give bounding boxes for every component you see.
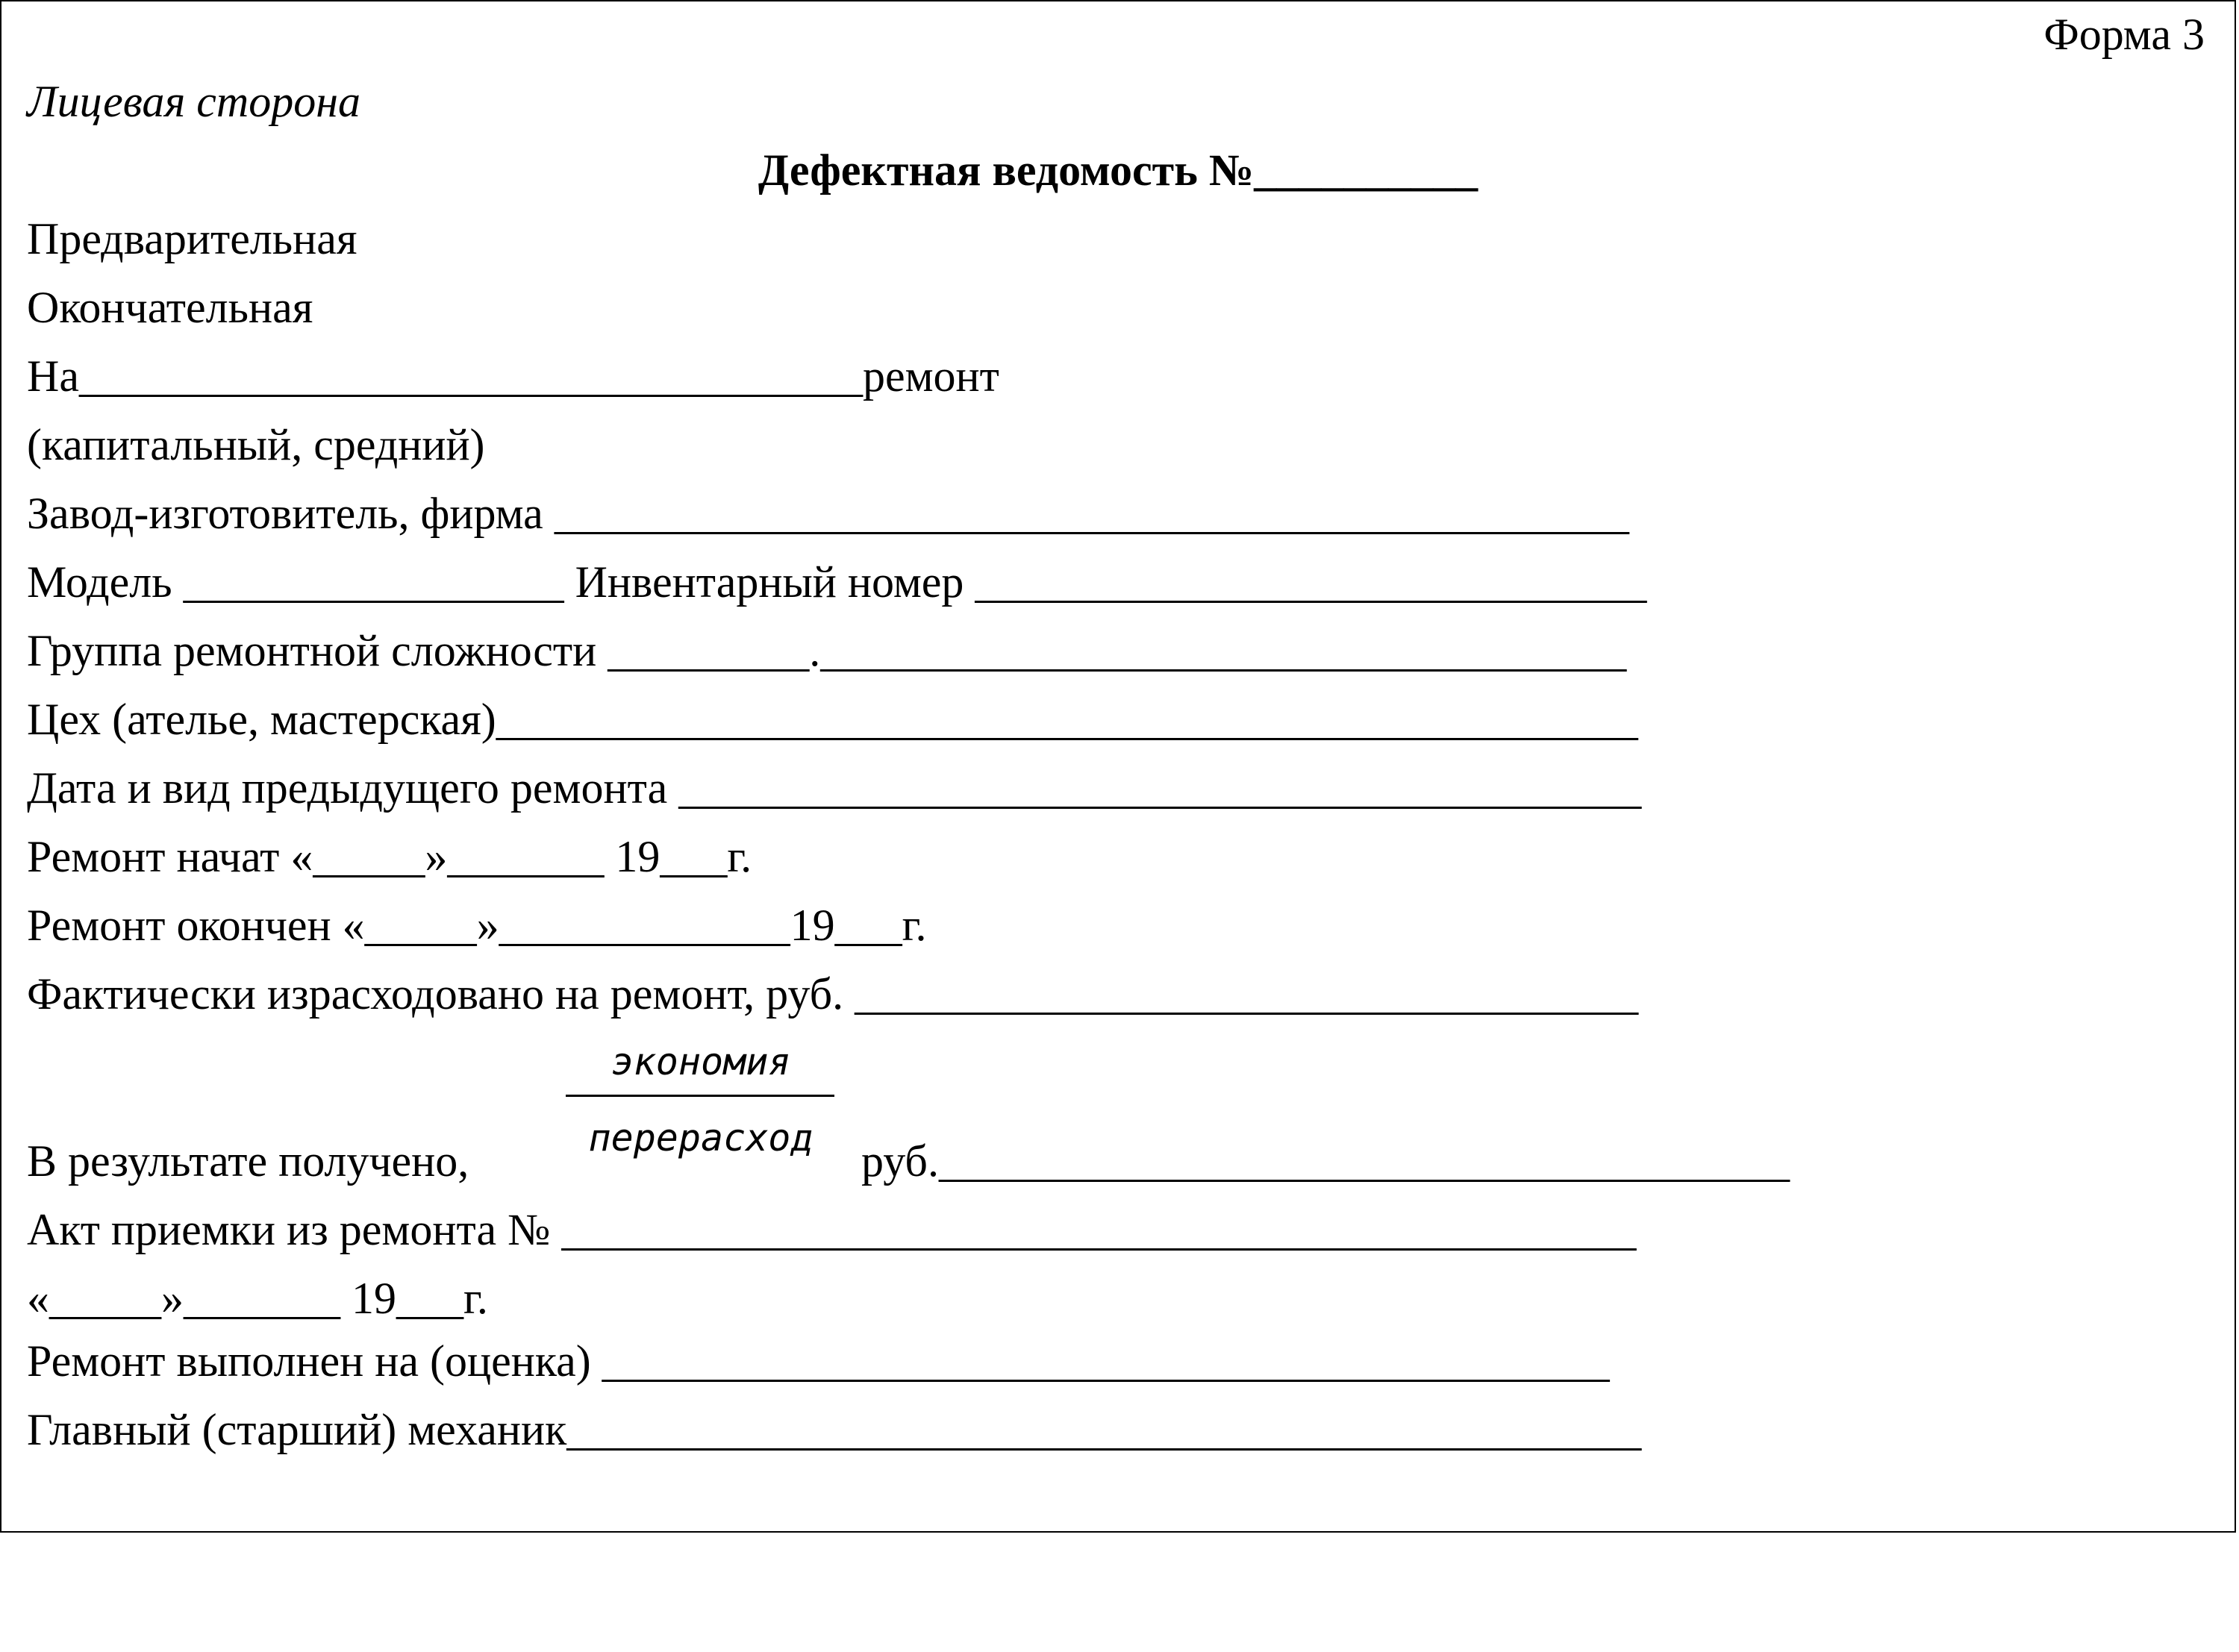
fraction-bar <box>566 1095 834 1097</box>
result-denominator: перерасход <box>588 1116 814 1160</box>
manufacturer-field: Завод-изготовитель, фирма ________________________________________________ <box>27 489 1629 538</box>
model-inventory-field: Модель _________________ Инвентарный номер ______________________________ <box>27 557 1647 607</box>
chief-mechanic-field: Главный (старший) механик________________________________________________ <box>27 1405 1642 1454</box>
preliminary-label: Предварительная <box>27 214 357 263</box>
quality-rating-field: Ремонт выполнен на (оценка) _____________________________________________ <box>27 1336 1610 1386</box>
form-number: Форма 3 <box>2043 10 2205 59</box>
workshop-field: Цех (ателье, мастерская)___________________________________________________ <box>27 695 1638 744</box>
repair-finished-field: Ремонт окончен «_____»_____________19___г. <box>27 901 927 950</box>
document-title: Дефектная ведомость №__________ <box>758 146 1478 195</box>
acceptance-date-field: «_____»_______ 19___г. <box>27 1274 488 1323</box>
actual-spent-field: Фактически израсходовано на ремонт, руб. ___________________________________ <box>27 969 1639 1019</box>
repair-type-field: На___________________________________ремонт <box>27 351 999 401</box>
final-label: Окончательная <box>27 283 313 332</box>
result-prefix: В результате получено, <box>27 1136 469 1186</box>
result-numerator: экономия <box>611 1040 791 1083</box>
side-label: Лицевая сторона <box>27 77 361 126</box>
complexity-group-field: Группа ремонтной сложности _________.____________________________________ <box>27 626 1627 675</box>
previous-repair-field: Дата и вид предыдущего ремонта ___________________________________________ <box>27 763 1642 813</box>
result-field: руб.______________________________________ <box>861 1136 1790 1186</box>
acceptance-act-field: Акт приемки из ремонта № ________________________________________________ <box>27 1205 1637 1254</box>
repair-started-field: Ремонт начат «_____»_______ 19___г. <box>27 832 752 881</box>
repair-type-hint: (капитальный, средний) <box>27 420 485 469</box>
